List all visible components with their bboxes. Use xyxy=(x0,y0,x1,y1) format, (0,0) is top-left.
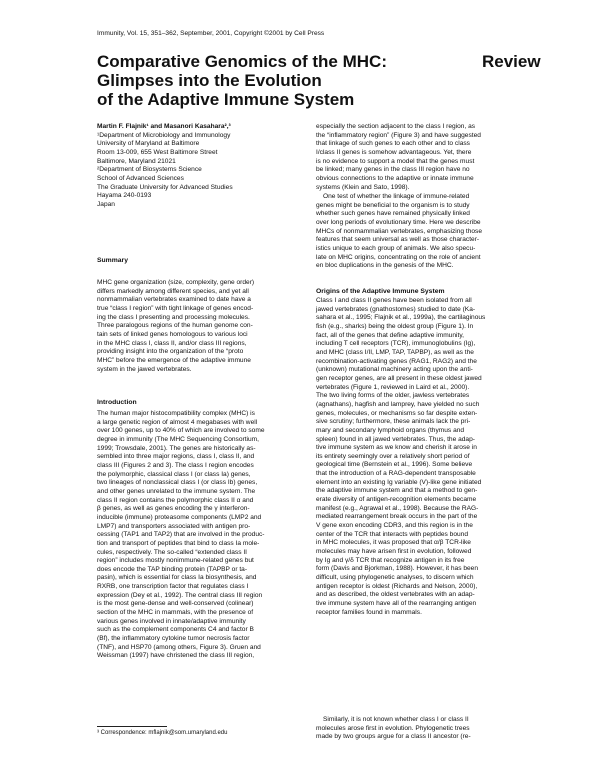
body-line: and other genes unrelated to the immune system. The xyxy=(97,487,256,495)
body-line: MHCs of nonmammalian vertebrates, emphasizing those xyxy=(316,227,483,235)
body-line: molecules arose first in evolution. Phylogenetic trees xyxy=(316,724,470,732)
affiliation-line: University of Maryland at Baltimore xyxy=(97,140,200,148)
body-line: (unknown) mutational machinery acting upon the anti- xyxy=(316,366,473,374)
body-line: receptor families found in mammals. xyxy=(316,608,422,616)
summary-line: ing the class I presenting and processing molecules. xyxy=(97,313,250,321)
body-line: a large genetic region of almost 4 megabases with well xyxy=(97,418,258,426)
affiliation-line: Room 13-009, 655 West Baltimore Street xyxy=(97,148,218,156)
body-line: (agnathans), hagfish and lamprey, have yielded no such xyxy=(316,400,480,408)
body-line: cessing (TAP1 and TAP2) that are involved in the produc- xyxy=(97,531,265,539)
right-paragraph-4 xyxy=(316,716,533,742)
body-line: and as described, the oldest vertebrates with an adap- xyxy=(316,591,475,599)
body-line: that linkage of such genes to each other and to class xyxy=(316,140,470,148)
affiliation-line: Baltimore, Maryland 21021 xyxy=(97,157,176,165)
article-title xyxy=(97,52,417,109)
author-block xyxy=(97,123,312,210)
body-line: genes might be beneficial to the organism is to study xyxy=(316,201,470,209)
body-line: (Bf), the inflammatory cytokine tumor necrosis factor xyxy=(97,635,250,643)
body-line: RXRB, one transcription factor that regulates class I xyxy=(97,583,249,591)
body-line: mediated rearrangement break occurs in the part of the xyxy=(316,513,478,521)
affiliation-line: Japan xyxy=(97,200,115,208)
body-line: class III (Figures 2 and 3). The class I region encodes xyxy=(97,461,254,469)
body-line: in MHC molecules, it was proposed that α/β TCR-like xyxy=(316,539,471,547)
body-line: β genes, as well as genes encoding the γ interferon- xyxy=(97,505,250,513)
affiliation-line: The Graduate University for Advanced Studies xyxy=(97,183,233,191)
summary-body xyxy=(97,279,312,374)
body-line: two lineages of nonclassical class I (or class Ib) genes, xyxy=(97,479,258,487)
body-line: that the introduction of a RAG-dependent transposable xyxy=(316,470,476,478)
affiliation-line: ²Department of Biosystems Science xyxy=(97,166,202,174)
body-line: made by two groups argue for a class II ancestor (re- xyxy=(316,733,471,741)
summary-line: MHC” before the emergence of the adaptive immune xyxy=(97,356,251,364)
summary-line: tain sets of linked genes homologous to various loci xyxy=(97,330,248,338)
introduction-heading-block xyxy=(97,399,312,408)
body-line: especially the section adjacent to the class I region, as xyxy=(316,123,476,130)
body-line: the “inflammatory region” (Figure 3) and have suggested xyxy=(316,131,481,139)
body-line: be linked; many genes in the class III region have no xyxy=(316,166,470,174)
body-line: late on MHC origins, concentrating on the role of ancient xyxy=(316,253,481,261)
body-line: manifest (e.g., Agrawal et al., 1998). Because the RAG- xyxy=(316,504,479,512)
body-line: obvious connections to the adaptive or innate immune xyxy=(316,174,474,182)
body-line: cules, respectively. The so-called “extended class II xyxy=(97,548,248,556)
body-line: sahara et al., 1995; Flajnik et al., 1999a), the cartilaginous xyxy=(316,314,486,322)
body-line: genes, molecules, or mechanisms so far despite exten- xyxy=(316,409,478,417)
body-line: its entirety seemingly over a relatively short period of xyxy=(316,452,470,460)
body-line: Weissman (1997) have christened the class III region, xyxy=(97,652,255,660)
body-line: The human major histocompatibility complex (MHC) is xyxy=(97,410,255,417)
body-line: sive scrutiny; furthermore, these animals lack the pri- xyxy=(316,418,471,426)
body-line: tion and transport of peptides that bind to class Ia mole- xyxy=(97,539,260,547)
summary-line: true “class I region” with tight linkage of genes encod- xyxy=(97,304,254,312)
affiliation-line: ¹Department of Microbiology and Immunology xyxy=(97,131,231,139)
title-line: Comparative Genomics of the MHC: xyxy=(97,52,387,71)
body-line: including T cell receptors (TCR), immunoglobulins (Ig), xyxy=(316,340,476,348)
body-line: section of the MHC in mammals, with the presence of xyxy=(97,609,254,617)
body-line: I/class II genes is somehow advantageous. Yet, there xyxy=(316,148,472,156)
summary-heading: Summary xyxy=(97,257,128,264)
body-line: gen receptor genes, are all present in these oldest jawed xyxy=(316,374,482,382)
body-line: jawed vertebrates (gnathostomes) studied to date (Ka- xyxy=(316,305,476,313)
body-line: istics unique to each group of animals. We also specu- xyxy=(316,244,476,252)
introduction-heading: Introduction xyxy=(97,399,137,406)
right-paragraph-2 xyxy=(316,193,533,271)
body-line: fish (e.g., sharks) being the oldest group (Figure 1). In xyxy=(316,322,474,330)
body-line: element into an existing Ig variable (V)-like gene initiated xyxy=(316,478,482,486)
body-line: tive immune system as we know and cherish it arose in xyxy=(316,444,477,452)
body-line: tive immune system have all of the rearranging antigen xyxy=(316,599,477,607)
body-line: the polymorphic, classical class I (or class Ia) genes, xyxy=(97,470,251,478)
body-line: by Ig and γ/δ TCR that recognize antigen in its free xyxy=(316,556,465,564)
introduction-body xyxy=(97,410,312,661)
summary-line: MHC gene organization (size, complexity, gene order) xyxy=(97,279,255,286)
body-line: class II region contains the polymorphic class II α and xyxy=(97,496,254,504)
body-line: expression (Dey et al., 1992). The central class III region xyxy=(97,591,263,599)
body-line: is the most gene-dense and well-conserved (colinear) xyxy=(97,600,254,608)
summary-line: Three paralogous regions of the human genome con- xyxy=(97,322,253,330)
body-line: features that seem universal as well as those character- xyxy=(316,236,480,244)
body-line: spleen) found in all jawed vertebrates. Thus, the adap- xyxy=(316,435,475,443)
author-names: Martin F. Flajnik¹ and Masanori Kasahara²,³ xyxy=(97,123,231,130)
body-line: fact, all of the genes that define adaptive immunity, xyxy=(316,331,464,339)
body-line: The two living forms of the older, jawless vertebrates xyxy=(316,392,470,400)
right-paragraph-1 xyxy=(316,123,533,192)
body-line: inducible (immune) proteasome components (LMP2 and xyxy=(97,513,262,521)
summary-line: providing insight into the organization of the “proto xyxy=(97,348,244,356)
body-line: degree in immunity (The MHC Sequencing Consortium, xyxy=(97,435,259,443)
summary-line: nonmammalian vertebrates examined to date have a xyxy=(97,296,251,304)
body-line: whether such genes have remained physically linked xyxy=(316,210,470,218)
body-line: V gene exon encoding CDR3, and this region is in the xyxy=(316,522,473,530)
body-line: erate diversity of antigen-recognition elements became xyxy=(316,496,477,504)
body-line: recombination-activating genes (RAG1, RAG2) and the xyxy=(316,357,477,365)
body-line: difficult, using phylogenetic analyses, to discern which xyxy=(316,574,474,581)
summary-line: in the MHC class I, class II, and/or class III regions, xyxy=(97,339,247,347)
body-line: over long periods of evolutionary time. Here we describe xyxy=(316,218,481,226)
journal-citation: Immunity, Vol. 15, 351–362, September, 2001, Copyright ©2001 by Cell Press xyxy=(97,30,325,37)
affiliation-line: School of Advanced Sciences xyxy=(97,174,184,182)
body-line: center of the TCR that interacts with peptides bound xyxy=(316,530,468,538)
origins-heading-block xyxy=(316,288,533,297)
summary-section xyxy=(97,257,312,266)
correspondence-footnote: ³ Correspondence: mflajnik@som.umaryland.edu xyxy=(97,730,228,736)
body-line: is no evidence to support a model that the genes must xyxy=(316,157,475,165)
section-label: Review xyxy=(482,52,541,71)
body-line: Class I and class II genes have been isolated from all xyxy=(316,297,472,304)
summary-line: system in the jawed vertebrates. xyxy=(97,365,192,373)
body-line: does encode the TAP binding protein (TAPBP or ta- xyxy=(97,565,248,573)
body-line: molecules may have arisen first in evolution, followed xyxy=(316,548,472,556)
body-line: the adaptive immune system and that a method to gen- xyxy=(316,487,478,495)
body-line: en bloc duplications in the genesis of the MHC. xyxy=(316,262,454,270)
body-line: region” includes mostly nonimmune-related genes but xyxy=(97,557,254,565)
origins-heading: Origins of the Adaptive Immune System xyxy=(316,288,445,295)
body-line: 1999; Trowsdale, 2001). The genes are historically as- xyxy=(97,444,256,452)
body-line: and MHC (class I/II, LMP, TAP, TAPBP), as well as the xyxy=(316,348,474,356)
footnote-divider xyxy=(97,726,167,727)
body-line: (TNF), and HSP70 (among others, Figure 3). Gruen and xyxy=(97,643,261,651)
body-line: One test of whether the linkage of immune-related xyxy=(323,193,470,200)
body-line: vertebrates (Figure 1, reviewed in Laird et al., 2000). xyxy=(316,383,470,391)
body-line: such as the complement components C4 and factor B xyxy=(97,626,254,634)
title-line: Glimpses into the Evolution xyxy=(97,71,322,90)
body-line: LMP7) and transporters associated with antigen pro- xyxy=(97,522,251,530)
body-line: form (Davis and Bjorkman, 1988). However, it has been xyxy=(316,565,478,573)
body-line: over 100 genes, up to 40% of which are involved to some xyxy=(97,427,265,435)
right-paragraph-3 xyxy=(316,297,533,617)
body-line: antigen receptor is oldest (Richards and Nelson, 2000), xyxy=(316,582,478,590)
body-line: pasin), which is essential for class Ia biosynthesis, and xyxy=(97,574,257,582)
body-line: geological time (Bernstein et al., 1996). Some believe xyxy=(316,461,473,469)
affiliation-line: Hayama 240-0193 xyxy=(97,192,152,200)
title-line: of the Adaptive Immune System xyxy=(97,90,355,109)
summary-line: differs markedly among different species, and yet all xyxy=(97,287,249,295)
body-line: systems (Klein and Sato, 1998). xyxy=(316,183,410,191)
body-line: Similarly, it is not known whether class I or class II xyxy=(323,716,469,723)
body-line: various genes involved in innate/adaptive immunity xyxy=(97,617,246,625)
body-line: mary and secondary lymphoid organs (thymus and xyxy=(316,426,465,434)
body-line: sembled into three major regions, class I, class II, and xyxy=(97,453,255,461)
